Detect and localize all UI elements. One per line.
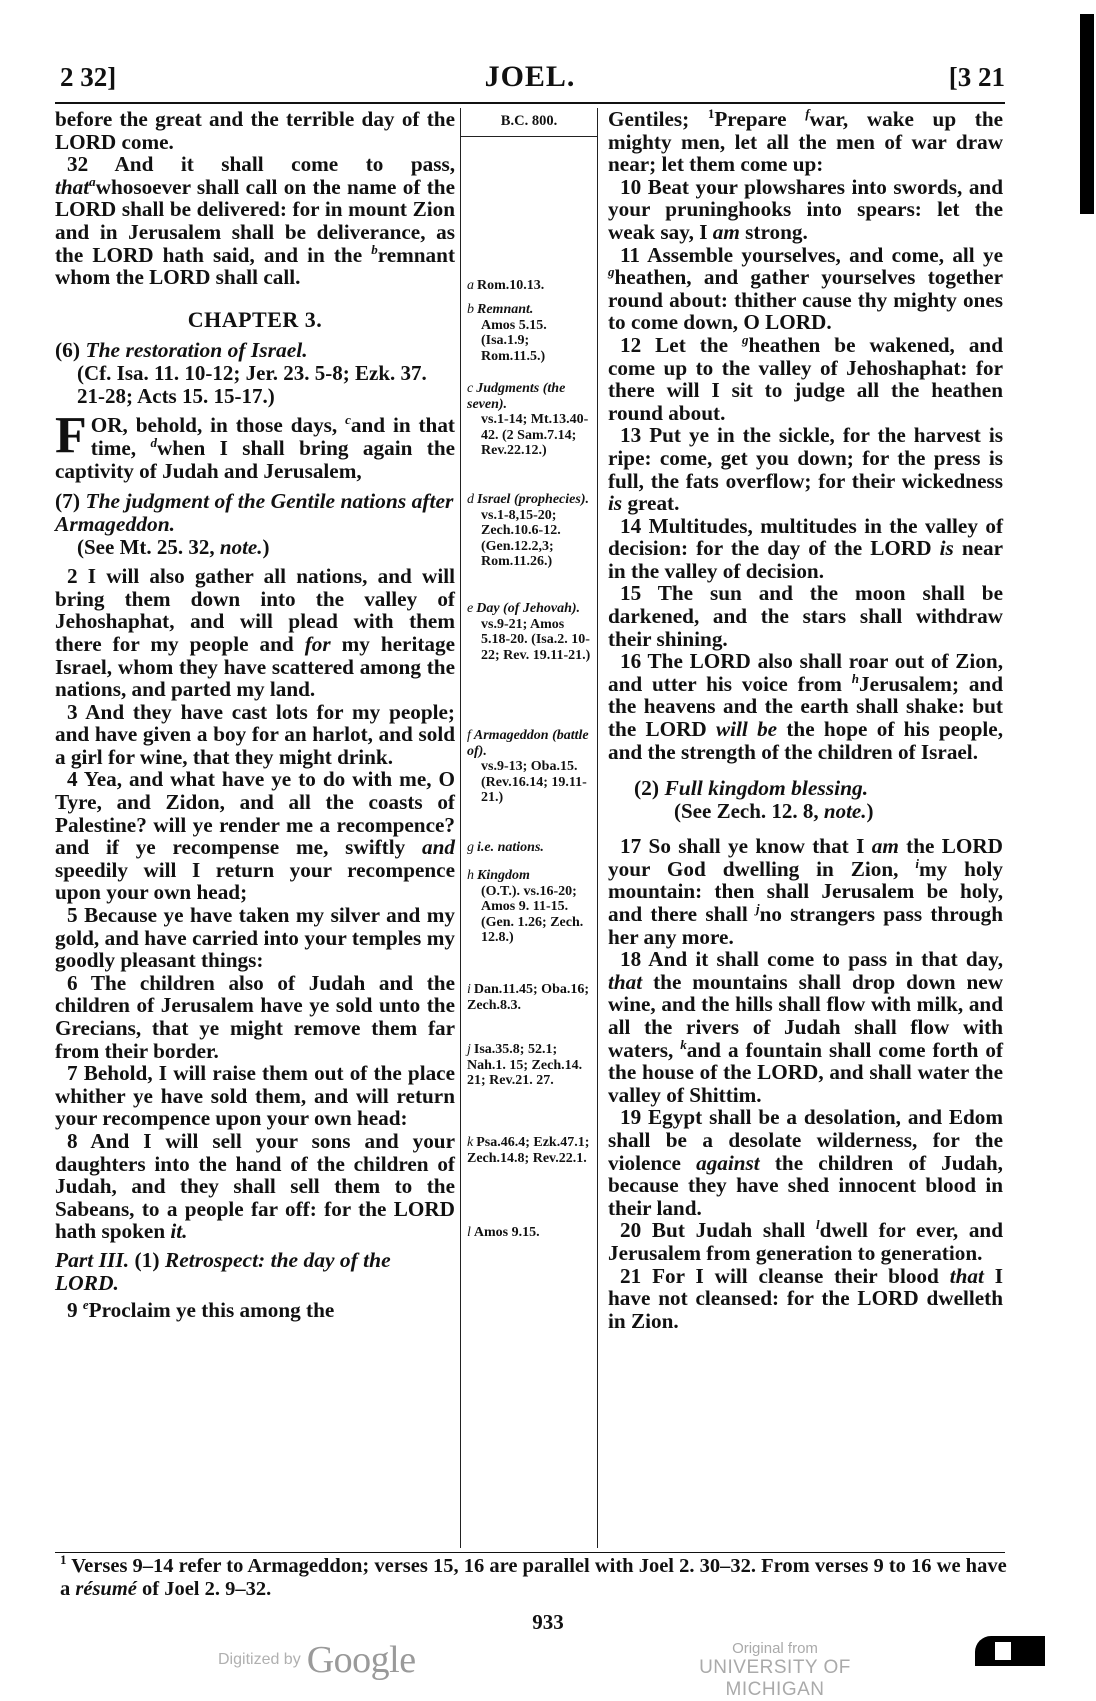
note-reference: vs.1-14; Mt.13.40-42. (2 Sam.7.14; Rev.22.12.) xyxy=(481,412,589,459)
note-reference: Amos 5.15. (Isa.1.9; Rom.11.5.) xyxy=(481,317,547,364)
note-letter: c xyxy=(467,381,474,396)
running-header xyxy=(55,58,1005,98)
verse-3-1: FOR, behold, in those days, $^c$and in that time, $^d$when I shall bring again the captivity of Judah and Jerusalem, xyxy=(55,407,456,483)
right-text-column xyxy=(608,105,1004,1333)
verse-3-9-cont: Gentiles; $^1$Prepare $^f$war, wake up the mighty men, let all the men of war draw near; let them come up: xyxy=(608,105,1004,177)
verse-2-31-end: before the great and the terrible day of the LORD come. xyxy=(55,107,455,154)
verse-3-10: 10 Beat your plowshares into swords, and your pruninghooks into spears: let the weak say, I am strong. xyxy=(608,174,1003,244)
note-letter: k xyxy=(467,1135,474,1150)
note-reference: (O.T.). vs.16-20; Amos 9. 11-15. (Gen. 1.26; Zech. 12.8.) xyxy=(481,883,584,946)
verse-3-7: 7 Behold, I will raise them out of the place whither ye have sold them, and will return your recompence upon your own head: xyxy=(55,1061,455,1131)
verse-3-19: 19 Egypt shall be a desolation, and Edom shall be a desolate wilderness, for the violence against the children of Judah, because they have shed innocent blood in their land. xyxy=(608,1105,1003,1220)
digitized-by-watermark xyxy=(218,1638,416,1682)
page-number: 933 xyxy=(532,1610,564,1634)
header-left-ref: 2 32] xyxy=(60,62,117,92)
note-letter: e xyxy=(467,601,474,616)
note-reference: Rom.10.13. xyxy=(477,278,545,293)
note-title: Judgments (the seven). xyxy=(467,381,566,412)
note-title: Day (of Jehovah). xyxy=(476,601,581,616)
marginal-note-e xyxy=(467,601,593,663)
marginal-note-f xyxy=(467,728,593,806)
verse-3-13: 13 Put ye in the sickle, for the harvest is ripe: come, get you down; for the press is full, the fats overflow; for their wickedness is great. xyxy=(608,423,1003,516)
note-reference: Dan.11.45; Oba.16; Zech.8.3. xyxy=(467,982,590,1013)
verse-2-32: 32 And it shall come to pass, that$^a$whosoever shall call on the name of the LORD shall be delivered: for in mount Zion and in Jerusalem shall be deliverance, as the LORD hath said, and in the $^b$remnant whom the LORD shall call. xyxy=(55,152,455,290)
verse-3-6: 6 The children also of Judah and the children of Jerusalem have ye sold unto the Grecians, that ye might remove them far from their border. xyxy=(55,970,455,1063)
marginal-note-b xyxy=(467,302,593,364)
verse-3-18: 18 And it shall come to pass in that day, that the mountains shall drop down new wine, and the hills shall flow with milk, and all the rivers of Judah shall flow with waters, $^k$and a fountain shall come forth of the house of the LORD, and shall water the valley of Shittim. xyxy=(608,947,1003,1107)
footnote: $^1$ Verses 9–14 refer to Armageddon; verses 15, 16 are parallel with Joel 2. 30–32. From verses 9 to 16 we have a résumé of Joel 2. 9–32. xyxy=(60,1552,1007,1600)
marginal-note-a xyxy=(467,278,593,294)
page-corner-shadow xyxy=(1028,14,1094,214)
chapter-heading: CHAPTER 3. xyxy=(187,306,323,332)
note-letter: l xyxy=(467,1225,471,1240)
header-rule xyxy=(55,102,1005,104)
note-reference: vs.9-21; Amos 5.18-20. (Isa.2. 10-22; Rev. 19.11-21.) xyxy=(481,616,591,663)
note-letter: g xyxy=(467,840,474,855)
date-label: B.C. 800. xyxy=(461,108,597,137)
marginal-note-c xyxy=(467,381,593,459)
marginal-note-g xyxy=(467,840,593,856)
note-letter: h xyxy=(467,868,474,883)
note-title: Kingdom xyxy=(477,868,530,883)
note-title: i.e. nations. xyxy=(477,840,544,855)
marginal-note-j xyxy=(467,1042,593,1089)
section-6-crossref: (Cf. Isa. 11. 10-12; Jer. 23. 5-8; Ezk. 37. 21-28; Acts 15. 15-17.) xyxy=(77,361,427,409)
university-label: UNIVERSITY OF MICHIGAN xyxy=(699,1657,851,1700)
verse-3-3: 3 And they have cast lots for my people; and have given a boy for an harlot, and sold a girl for wine, that they might drink. xyxy=(55,699,455,769)
page-corner-notch xyxy=(995,1642,1011,1660)
verse-3-16: 16 The LORD also shall roar out of Zion, and utter his voice from $^h$Jerusalem; and the heavens and the earth shall shake: but the LORD will be the hope of his people, and the strength of the children of Israel. xyxy=(608,649,1003,764)
marginal-note-h xyxy=(467,868,593,946)
marginal-note-i xyxy=(467,982,593,1013)
section-2-crossref: (See Zech. 12. 8, note.) xyxy=(674,799,874,824)
section-heading-2: (2) Full kingdom blessing. xyxy=(634,776,869,801)
marginal-note-k xyxy=(467,1135,593,1166)
verse-3-4: 4 Yea, and what have ye to do with me, O Tyre, and Zidon, and all the coasts of Palestine? will ye render me a recompence? and if ye recompense me, swiftly and speedily will I return your recompence upon your own head; xyxy=(55,767,455,905)
note-reference: Isa.35.8; 52.1; Nah.1. 15; Zech.14. 21; Rev.21. 27. xyxy=(467,1042,583,1089)
original-from-watermark xyxy=(655,1640,895,1701)
header-book-title: JOEL. xyxy=(484,60,576,93)
section-7-crossref: (See Mt. 25. 32, note.) xyxy=(77,535,270,560)
footnote-rule xyxy=(55,1552,1005,1553)
marginal-note-d xyxy=(467,492,593,570)
verse-3-17: 17 So shall ye know that I am the LORD your God dwelling in Zion, $^i$my holy mountain: then shall Jerusalem be holy, and there shall $^j$no strangers pass through her any more. xyxy=(608,834,1003,949)
verse-3-11: 11 Assemble yourselves, and come, all ye $^g$heathen, and gather yourselves together round about: thither cause thy mighty ones to come down, O LORD. xyxy=(608,242,1003,335)
part-heading: Part III. (1) Retrospect: the day of the LORD. xyxy=(55,1247,391,1295)
verse-3-2: 2 I will also gather all nations, and will bring them down into the valley of Jehoshaphat, and will plead with them there for my people and for my heritage Israel, whom they have scattered among the nations, and parted my land. xyxy=(55,564,455,702)
note-letter: b xyxy=(467,302,474,317)
reference-column xyxy=(460,108,598,1548)
note-letter: i xyxy=(467,982,471,997)
verse-3-20: 20 But Judah shall $^l$dwell for ever, and Jerusalem from generation to generation. xyxy=(608,1217,1003,1265)
left-text-column xyxy=(55,108,455,1322)
verse-3-12: 12 Let the $^g$heathen be wakened, and come up to the valley of Jehoshaphat: for there will I sit to judge all the heathen round about. xyxy=(608,331,1003,425)
note-reference: vs.1-8,15-20; Zech.10.6-12. (Gen.12.2,3; Rom.11.26.) xyxy=(481,507,561,570)
note-reference: vs.9-13; Oba.15. (Rev.16.14; 19.11-21.) xyxy=(481,759,587,806)
digitized-by-label: Digitized by xyxy=(218,1651,301,1668)
note-title: Armageddon (battle of). xyxy=(467,728,589,759)
header-right-ref: [3 21 xyxy=(948,62,1005,92)
note-letter: d xyxy=(467,492,474,507)
note-reference: Amos 9.15. xyxy=(473,1225,540,1240)
note-title: Israel (prophecies). xyxy=(477,492,589,507)
note-letter: f xyxy=(467,728,471,743)
verse-3-15: 15 The sun and the moon shall be darkened, and the stars shall withdraw their shining. xyxy=(608,581,1003,651)
verse-3-8: 8 And I will sell your sons and your daughters into the hand of the children of Judah, and they shall sell them to the Sabeans, to a people far off: for the LORD hath spoken it. xyxy=(55,1128,455,1244)
verse-3-5: 5 Because ye have taken my silver and my gold, and have carried into your temples my goodly pleasant things: xyxy=(55,903,455,973)
verse-3-21: 21 For I will cleanse their blood that I have not cleansed: for the LORD dwelleth in Zion. xyxy=(608,1263,1003,1333)
section-heading-7: (7) The judgment of the Gentile nations after Armageddon. xyxy=(55,489,454,537)
note-letter: a xyxy=(467,278,474,293)
verse-3-9-start: 9 $^e$Proclaim ye this among the xyxy=(67,1296,335,1322)
drop-cap: F xyxy=(55,407,87,465)
verse-3-14: 14 Multitudes, multitudes in the valley of decision: for the day of the LORD is near in the valley of decision. xyxy=(608,513,1003,583)
note-title: Remnant. xyxy=(477,302,534,317)
note-letter: j xyxy=(467,1042,471,1057)
google-logo: Google xyxy=(306,1639,416,1681)
note-reference: Psa.46.4; Ezk.47.1; Zech.14.8; Rev.22.1. xyxy=(467,1135,590,1166)
marginal-note-l xyxy=(467,1225,593,1241)
section-heading-6: (6) The restoration of Israel. xyxy=(55,338,308,363)
original-from-label: Original from xyxy=(732,1640,818,1657)
